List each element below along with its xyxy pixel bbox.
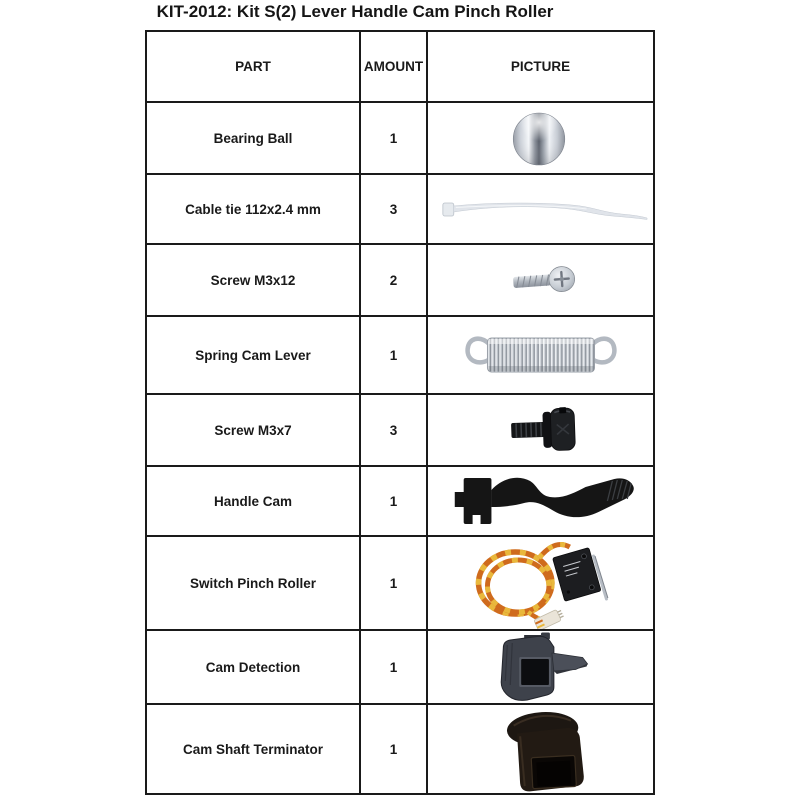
bearing-ball-photo	[428, 103, 653, 173]
picture-cell	[428, 175, 653, 245]
amount-cell: 1	[361, 317, 428, 395]
picture-cell	[428, 245, 653, 317]
column-header-picture: PICTURE	[428, 32, 653, 103]
part-name-cell: Spring Cam Lever	[147, 317, 361, 395]
amount-cell: 3	[361, 395, 428, 467]
part-name-cell: Handle Cam	[147, 467, 361, 537]
parts-table	[145, 30, 655, 795]
cam-shaft-terminator-photo	[428, 705, 653, 793]
amount-cell: 1	[361, 705, 428, 793]
part-name-cell: Bearing Ball	[147, 103, 361, 175]
screw-m3x7-photo	[428, 395, 653, 465]
part-name-cell: Cam Detection	[147, 631, 361, 705]
picture-cell	[428, 537, 653, 631]
page-title: KIT-2012: Kit S(2) Lever Handle Cam Pinch Roller	[156, 2, 554, 21]
part-name-cell: Switch Pinch Roller	[147, 537, 361, 631]
picture-cell	[428, 395, 653, 467]
cam-detection-photo	[428, 631, 653, 703]
column-header-part: PART	[147, 32, 361, 103]
picture-cell	[428, 317, 653, 395]
part-name-cell: Cam Shaft Terminator	[147, 705, 361, 793]
column-header-amount: AMOUNT	[361, 32, 428, 103]
amount-cell: 2	[361, 245, 428, 317]
picture-cell	[428, 705, 653, 793]
handle-cam-photo	[428, 467, 653, 535]
part-name-cell: Screw M3x12	[147, 245, 361, 317]
amount-cell: 1	[361, 631, 428, 705]
picture-cell	[428, 467, 653, 537]
spring-cam-lever-photo	[428, 317, 653, 393]
switch-pinch-roller-photo	[428, 537, 653, 629]
part-name-cell: Cable tie 112x2.4 mm	[147, 175, 361, 245]
amount-cell: 3	[361, 175, 428, 245]
amount-cell: 1	[361, 467, 428, 537]
part-name-cell: Screw M3x7	[147, 395, 361, 467]
amount-cell: 1	[361, 103, 428, 175]
amount-cell: 1	[361, 537, 428, 631]
picture-cell	[428, 631, 653, 705]
cable-tie-photo	[428, 175, 653, 243]
screw-m3x12-photo	[428, 245, 653, 315]
picture-cell	[428, 103, 653, 175]
